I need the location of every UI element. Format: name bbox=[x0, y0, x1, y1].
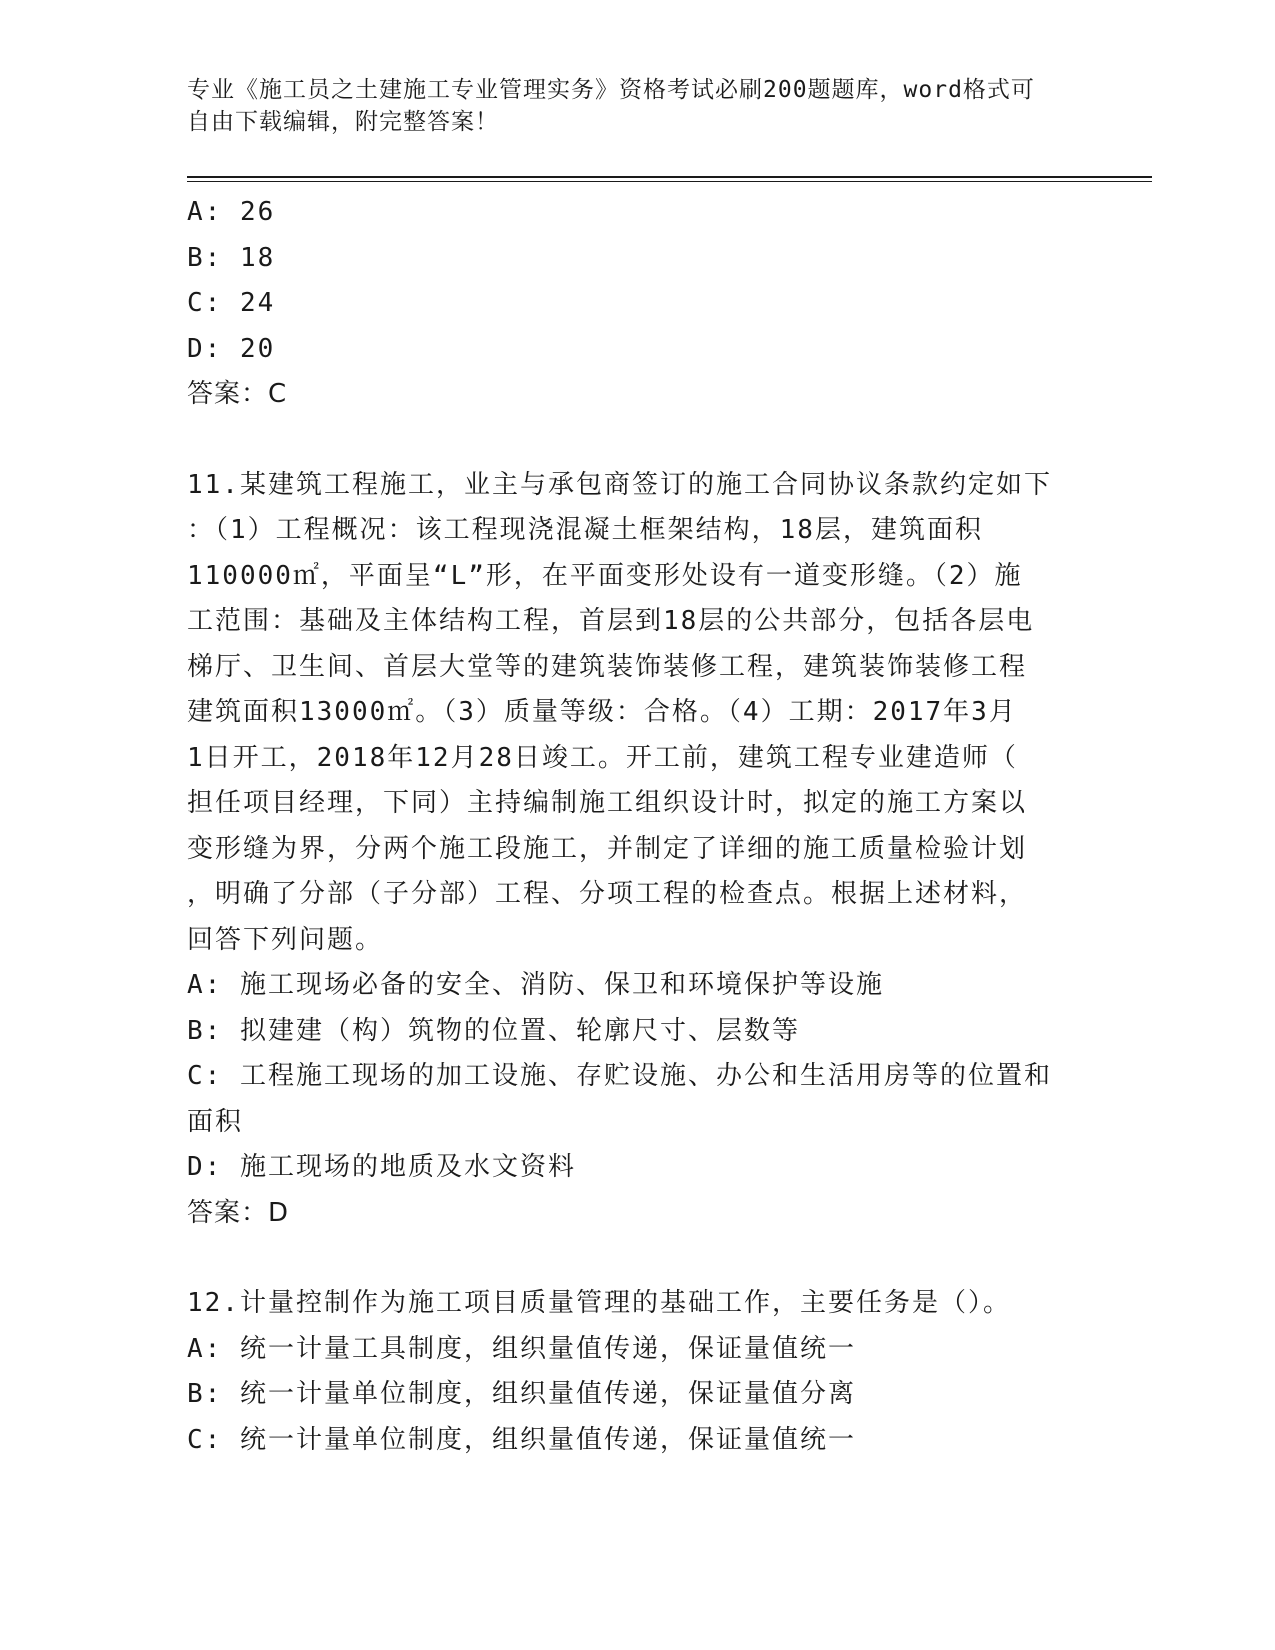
header-title-line-1: 专业《施工员之土建施工专业管理实务》资格考试必刷200题题库，word格式可 bbox=[187, 77, 1035, 103]
option-d: D: 20 bbox=[187, 333, 276, 364]
question-text-line: 1日开工，2018年12月28日竣工。开工前，建筑工程专业建造师（ bbox=[187, 742, 1018, 773]
question-text-line: ：（1）工程概况：该工程现浇混凝土框架结构，18层，建筑面积 bbox=[187, 515, 983, 545]
question-text-line: 工范围：基础及主体结构工程，首层到18层的公共部分，包括各层电 bbox=[187, 606, 1035, 636]
question-text-line: 担任项目经理，下同）主持编制施工组织设计时，拟定的施工方案以 bbox=[187, 788, 1028, 818]
document-body bbox=[187, 190, 1087, 1463]
option-b: B: 18 bbox=[187, 242, 276, 273]
option-b: B: 拟建建（构）筑物的位置、轮廓尺寸、层数等 bbox=[187, 1015, 800, 1046]
option-d: D: 施工现场的地质及水文资料 bbox=[187, 1152, 576, 1182]
option-c: C: 24 bbox=[187, 288, 276, 318]
question-text-line: 110000㎡，平面呈“L”形，在平面变形处设有一道变形缝。（2）施 bbox=[187, 560, 1023, 591]
option-a: A: 统一计量工具制度，组织量值传递，保证量值统一 bbox=[187, 1333, 856, 1364]
spacer bbox=[187, 418, 1087, 463]
question-block-11 bbox=[187, 463, 1087, 1237]
option-c-continued: 面积 bbox=[187, 1106, 244, 1137]
question-text-line: ，明确了分部（子分部）工程、分项工程的检查点。根据上述材料， bbox=[187, 879, 1028, 909]
spacer bbox=[187, 1236, 1087, 1281]
question-block-12 bbox=[187, 1281, 1087, 1463]
question-text-line: 12.计量控制作为施工项目质量管理的基础工作，主要任务是（）。 bbox=[187, 1288, 1011, 1318]
answer-line: 答案：D bbox=[187, 1197, 290, 1228]
question-text-line: 梯厅、卫生间、首层大堂等的建筑装饰装修工程，建筑装饰装修工程 bbox=[187, 651, 1028, 682]
option-a: A: 施工现场必备的安全、消防、保卫和环境保护等设施 bbox=[187, 970, 884, 1000]
question-text-line: 回答下列问题。 bbox=[187, 924, 384, 955]
document-header bbox=[187, 74, 1067, 138]
question-block-10 bbox=[187, 190, 1087, 418]
question-text-line: 变形缝为界，分两个施工段施工，并制定了详细的施工质量检验计划 bbox=[187, 833, 1028, 864]
question-text-line: 11.某建筑工程施工，业主与承包商签订的施工合同协议条款约定如下 bbox=[187, 469, 1052, 500]
option-c: C: 工程施工现场的加工设施、存贮设施、办公和生活用房等的位置和 bbox=[187, 1061, 1052, 1091]
option-b: B: 统一计量单位制度，组织量值传递，保证量值分离 bbox=[187, 1379, 856, 1409]
question-text-line: 建筑面积13000㎡。（3）质量等级：合格。（4）工期：2017年3月 bbox=[187, 697, 1017, 727]
option-c: C: 统一计量单位制度，组织量值传递，保证量值统一 bbox=[187, 1424, 856, 1455]
option-a: A: 26 bbox=[187, 197, 276, 227]
answer-line: 答案：C bbox=[187, 379, 288, 409]
header-rule-thin bbox=[187, 181, 1152, 182]
header-title-line-2: 自由下载编辑，附完整答案！ bbox=[187, 109, 499, 135]
header-rule-thick bbox=[187, 176, 1152, 178]
